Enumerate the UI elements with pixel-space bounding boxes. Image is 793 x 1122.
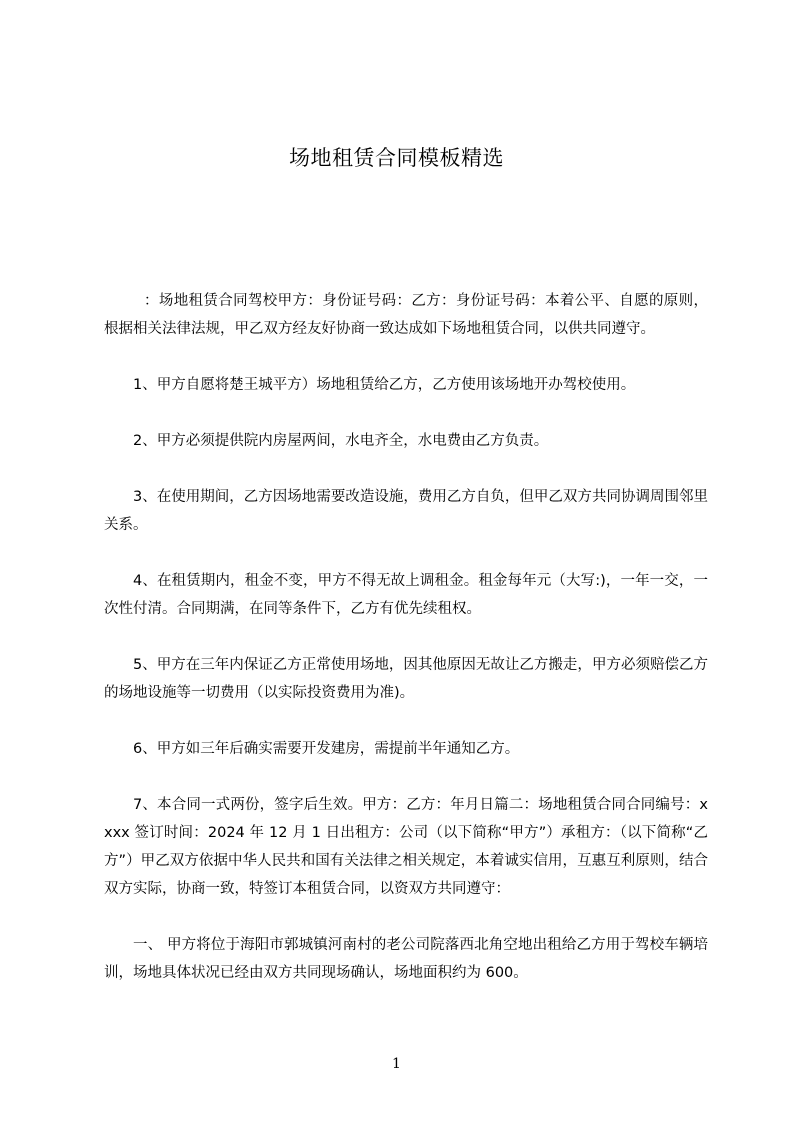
document-body <box>104 287 708 987</box>
page-number: 1 <box>392 1056 401 1072</box>
paragraph-clause-5: 5、甲方在三年内保证乙方正常使用场地，因其他原因无故让乙方搬走，甲方必须赔偿乙方的场地设施等一切费用（以实际投资费用为准)。 <box>104 657 708 701</box>
paragraph-clause-4: 4、在租赁期内，租金不变，甲方不得无故上调租金。租金每年元（大写:)，一年一交，一次性付清。合同期满，在同等条件下，乙方有优先续租权。 <box>104 573 708 617</box>
paragraph-clause-3: 3、在使用期间，乙方因场地需要改造设施，费用乙方自负，但甲乙双方共同协调周围邻里关系。 <box>104 489 708 533</box>
paragraph-intro: ：场地租赁合同驾校甲方：身份证号码：乙方：身份证号码：本着公平、自愿的原则，根据相关法律法规，甲乙双方经友好协商一致达成如下场地租赁合同，以供共同遵守。 <box>104 293 708 337</box>
document-title: 场地租赁合同模板精选 <box>289 146 504 170</box>
paragraph-clause-6: 6、甲方如三年后确实需要开发建房，需提前半年通知乙方。 <box>133 741 520 757</box>
paragraph-clause-2: 2、甲方必须提供院内房屋两间，水电齐全，水电费由乙方负责。 <box>133 433 549 449</box>
paragraph-clause-1: 1、甲方自愿将楚王城平方）场地租赁给乙方，乙方使用该场地开办驾校使用。 <box>133 377 636 393</box>
paragraph-clause-7: 7、本合同一式两份，签字后生效。甲方：乙方：年月日篇二：场地租赁合同合同编号：xxxx 签订时间：2024 年 12 月 1 日出租方：公司（以下简称“甲方”）承租方：（以下简称“乙方”）甲乙双方依据中华人民共和国有关法律之相关规定，本着诚实信用，互惠互利原则，结合双方实际，协商一致，特签订本租赁合同，以资双方共同遵守： <box>104 797 708 897</box>
paragraph-section-1: 一、 甲方将位于海阳市郭城镇河南村的老公司院落西北角空地出租给乙方用于驾校车辆培训，场地具体状况已经由双方共同现场确认，场地面积约为 600。 <box>104 937 708 981</box>
